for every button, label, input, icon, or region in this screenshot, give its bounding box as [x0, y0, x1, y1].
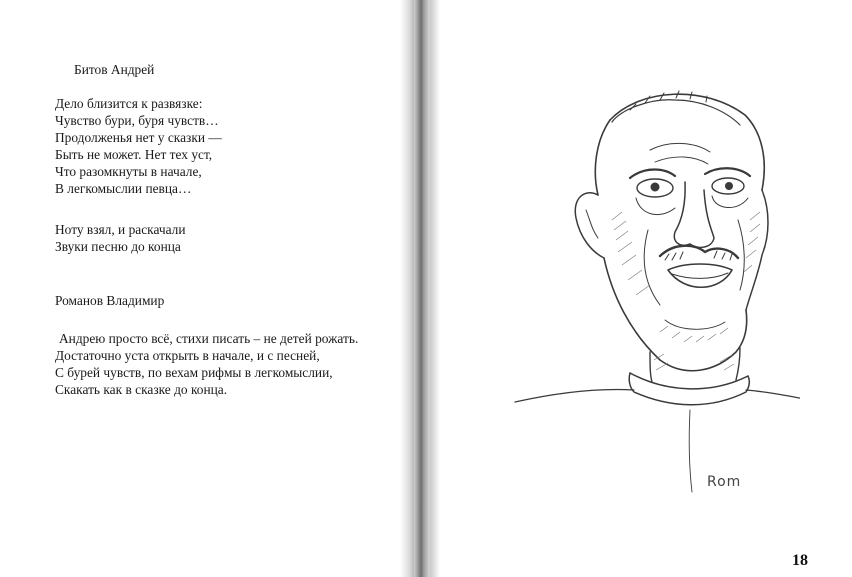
portrait-sketch	[500, 70, 800, 510]
poem1-stanza2	[55, 221, 186, 255]
poem2-author: Романов Владимир	[55, 293, 165, 308]
right-page	[430, 0, 852, 577]
artist-signature: Rom	[707, 474, 742, 490]
poem-line: Продолженья нет у сказки —	[55, 130, 222, 145]
page-shadow	[400, 0, 414, 577]
page-shadow	[430, 0, 440, 577]
poem-line: Ноту взял, и раскачали	[55, 222, 186, 237]
poem-line: Достаточно уста открыть в начале, и с песней,	[55, 348, 320, 363]
poem-line: С бурей чувств, по вехам рифмы в легкомыслии,	[55, 365, 333, 380]
poem-line: Скакать как в сказке до конца.	[55, 382, 228, 397]
left-page	[0, 0, 414, 577]
poem-line: Дело близится к развязке:	[55, 96, 203, 111]
poem-line: Андрею просто всё, стихи писать – не детей рожать.	[59, 331, 359, 346]
poem-line: Что разомкнуты в начале,	[55, 164, 202, 179]
poem1-author: Битов Андрей	[74, 62, 155, 77]
page-number: 18	[792, 552, 808, 569]
book-gutter	[414, 0, 430, 577]
poem-line: Быть не может. Нет тех уст,	[55, 147, 213, 162]
poem1-stanza1	[55, 95, 222, 197]
poem2-stanza1	[55, 330, 358, 398]
poem-line: Чувство бури, буря чувств…	[55, 113, 219, 128]
poem-line: В легкомыслии певца…	[55, 181, 192, 196]
poem-line: Звуки песню до конца	[55, 239, 181, 254]
